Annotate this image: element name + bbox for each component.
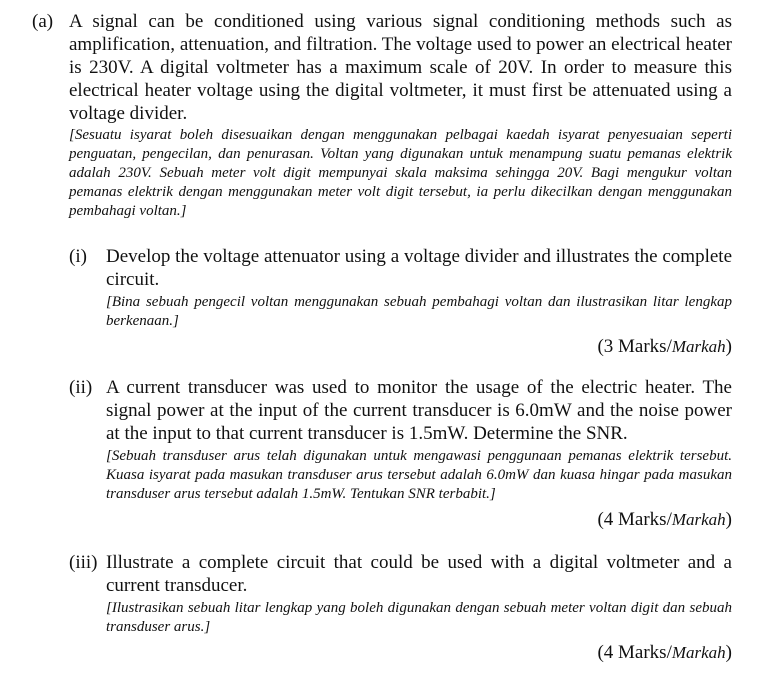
question-ii (69, 376, 732, 531)
question-ii-malay: [Sebuah transduser arus telah digunakan untuk mengawasi penggunaan pemanas elektrik tersebut. Kuasa isyarat pada masukan transduser arus tersebut adalah 6.0mW dan kuasa hingar pada masukan transduser arus tersebut adalah 1.5mW. Tentukan SNR terbabit.] (106, 448, 732, 502)
marks-suffix: ) (725, 642, 732, 663)
question-ii-label: (ii) (69, 377, 93, 398)
part-a-malay: [Sesuatu isyarat boleh disesuaikan dengan menggunakan pelbagai kaedah isyarat penyesuaian seperti penguatan, pengecilan, dan penurasan. Voltan yang digunakan untuk menampung suatu pemanas elektrik adalah 230V. Sebuah meter volt digit mempunyai skala maksima sehingga 20V. Bagi mengukur voltan pemanas elektrik dengan menggunakan meter volt digit tersebut, ia perlu dikecilkan dengan menggunakan pembahagi voltan.] (69, 127, 732, 219)
marks-malay: Markah (671, 643, 726, 662)
question-iii-marks (69, 641, 732, 664)
question-i-label: (i) (69, 246, 87, 267)
question-i (69, 245, 732, 358)
question-iii-label: (iii) (69, 552, 98, 573)
question-iii (69, 551, 732, 664)
marks-prefix: (3 Marks/ (597, 336, 672, 357)
marks-suffix: ) (725, 336, 732, 357)
question-ii-english: A current transducer was used to monitor the usage of the electric heater. The signal power at the input of the current transducer is 6.0mW and the noise power at the input to that current transducer is 1.5mW. Determine the SNR. (106, 377, 732, 444)
question-i-english: Develop the voltage attenuator using a voltage divider and illustrates the complete circuit. (106, 246, 732, 290)
marks-prefix: (4 Marks/ (597, 642, 672, 663)
question-i-marks (69, 335, 732, 358)
question-iii-malay: [Ilustrasikan sebuah litar lengkap yang boleh digunakan dengan sebuah meter voltan digit dan sebuah transduser arus.] (106, 600, 732, 635)
question-i-malay: [Bina sebuah pengecil voltan menggunakan sebuah pembahagi voltan dan ilustrasikan litar lengkap berkenaan.] (106, 294, 732, 329)
marks-prefix: (4 Marks/ (597, 509, 672, 530)
marks-suffix: ) (725, 509, 732, 530)
part-a-text (69, 10, 732, 221)
part-a-english: A signal can be conditioned using various signal conditioning methods such as amplification, attenuation, and filtration. The voltage used to power an electrical heater is 230V. A digital voltmeter has a maximum scale of 20V. In order to measure this electrical heater voltage using the digital voltmeter, it must first be attenuated using a voltage divider. (69, 11, 732, 124)
marks-malay: Markah (671, 510, 726, 529)
part-a-label: (a) (32, 11, 54, 32)
question-ii-marks (69, 508, 732, 531)
question-iii-english: Illustrate a complete circuit that could be used with a digital voltmeter and a current transducer. (106, 552, 732, 596)
marks-malay: Markah (671, 337, 726, 356)
